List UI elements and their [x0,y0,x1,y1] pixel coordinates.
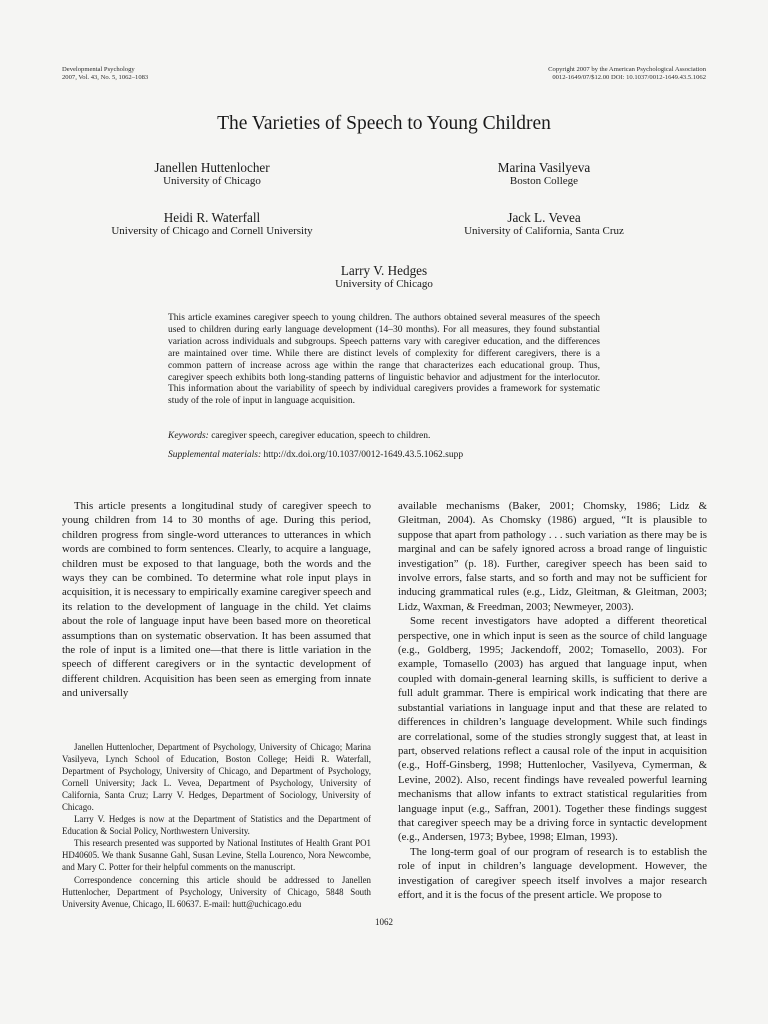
body-paragraph: The long-term goal of our program of research is to establish the role of input in children’s language development. However, the investigation of caregiver speech itself involves a major research effort, and it is the focus of the present article. We propose to [398,845,707,901]
author-name: Marina Vasilyeva [497,160,591,175]
supplemental-materials [168,449,600,461]
article-title: The Varieties of Speech to Young Children [217,113,551,134]
author-note [62,741,371,910]
author-block [394,210,694,238]
author-block [62,210,362,238]
footnote-paragraph: This research presented was supported by National Institutes of Health Grant PO1 HD40605. We thank Susanne Gahl, Susan Levine, Stella Lourenco, Nora Newcombe, and Mary C. Potter for their helpful comments on the manuscript. [62,838,371,873]
supplemental-link[interactable]: http://dx.doi.org/10.1037/0012-1649.43.5.1062.supp [263,450,464,460]
copyright-line: Copyright 2007 by the American Psychological Association [548,66,706,73]
supplemental-label: Supplemental materials: [168,450,262,460]
footnote-paragraph: Larry V. Hedges is now at the Department of Statistics and the Department of Education & Social Policy, Northwestern University. [62,814,371,837]
keywords [168,430,600,442]
journal-volume: 2007, Vol. 43, No. 5, 1062–1083 [62,74,149,81]
journal-header [62,66,148,82]
footnote-paragraph: Correspondence concerning this article should be addressed to Janellen Huttenlocher, Department of Psychology, University of Chicago, 5848 South University Avenue, Chicago, IL 60637. E-mail: hutt@uchicago.edu [62,874,371,909]
author-affiliation: University of Chicago [335,278,433,290]
body-paragraph: Some recent investigators have adopted a different theoretical perspective, one in which input is seen as the source of child language (e.g., Goldberg, 1995; Jackendoff, 2002; Tomasello, 2003). For example, Tomasello (2003) has argued that language input, when coupled with domain-general learning skills, is sufficient to derive a full adult grammar. There is empirical work indicating that there are substantial variations in language input and that these are related to differences in children’s language development. While such findings are correlational, some of the studies strongly suggest that, at least in part, observed relations reflect a causal role of the input in acquisition (e.g., Hoff-Ginsberg, 1998; Huttenlocher, Vasilyeva, Cymerman, & Levine, 2002). Also, recent findings have revealed powerful learning mechanisms that allow infants to extract statistical regularities from language input (e.g., Saffran, 2001). Together these findings suggest that caregiver speech may be a driving force in syntactic development (e.g., Andersen, 1973; Bybee, 1998; Elman, 1993). [398,615,707,844]
footnote-paragraph: Janellen Huttenlocher, Department of Psychology, University of Chicago; Marina Vasilyeva, Lynch School of Education, Boston College; Heidi R. Waterfall, Department of Psychology, University of Chicago, and Department of Psychology, Cornell University; Jack L. Vevea, Department of Psychology, University of California, Santa Cruz; Larry V. Hedges, Department of Sociology, University of Chicago. [62,742,371,813]
abstract-text: This article examines caregiver speech to young children. The authors obtained several measures of the speech used to children during early language development (14–30 months). For all measures, they found substantial variation across individuals and subgroups. Speech patterns vary with caregiver education, and the differences are maintained over time. While there are distinct levels of complexity for different caregivers, there is a common pattern of increase across age within the range that characterizes each educational group. Thus, caregiver speech exhibits both long-standing patterns of linguistic behavior and adjustment for the interlocutor. This information about the variability of speech by individual caregivers provides a framework for systematic study of the role of input in language acquisition. [168,313,600,407]
author-name: Larry V. Hedges [340,263,428,278]
author-affiliation: University of California, Santa Cruz [464,225,624,237]
author-affiliation: Boston College [509,175,579,187]
journal-name: Developmental Psychology [62,66,135,73]
author-affiliation: University of Chicago and Cornell University [111,225,313,237]
body-column-right [398,499,707,902]
page-number: 1062 [375,917,393,927]
body-column-left [62,499,371,701]
body-paragraph: This article presents a longitudinal study of caregiver speech to young children from 14 to 30 months of age. During this period, children progress from single-word utterances to utterances in which words are combined to form sentences. Clearly, to acquire a language, children must be exposed to that language, both the words and the ways they can be combined. To determine what role input plays in acquisition, it is necessary to empirically examine caregiver speech and its relation to the development of language in the child. Yet claims about the role of language input have been based more on theoretical assumptions than on systematic observation. It has been assumed that the role of input is a limited one—that there is little variation in the speech of different caregivers or in the syntactic development of different children. Acquisition has been seen as emerging from innate and universally [62,500,371,700]
author-block [62,160,362,188]
author-block [394,160,694,188]
author-affiliation: University of Chicago [163,175,261,187]
author-name: Heidi R. Waterfall [163,210,261,225]
keywords-label: Keywords: [168,431,209,441]
abstract [168,313,600,408]
author-block [234,263,534,291]
body-paragraph: available mechanisms (Baker, 2001; Chomsky, 1986; Lidz & Gleitman, 2004). As Chomsky (1986) argued, “It is plausible to suppose that apart from pathology . . . such variation as there may be is marginal and can be safely ignored across a broad range of linguistic investigation” (p. 18). Further, caregiver speech has been said to involve errors, false starts, and so forth and may not be sufficient for inducing grammatical rules (e.g., Lidz, Gleitman, & Gleitman, 2003; Lidz, Waxman, & Freedman, 2003; Newmeyer, 2003). [398,500,707,613]
author-name: Janellen Huttenlocher [154,160,270,175]
author-name: Jack L. Vevea [507,210,581,225]
copyright-header [548,66,706,82]
doi-line: 0012-1649/07/$12.00 DOI: 10.1037/0012-1649.43.5.1062 [552,74,706,81]
keywords-text: caregiver speech, caregiver education, speech to children. [211,431,431,441]
